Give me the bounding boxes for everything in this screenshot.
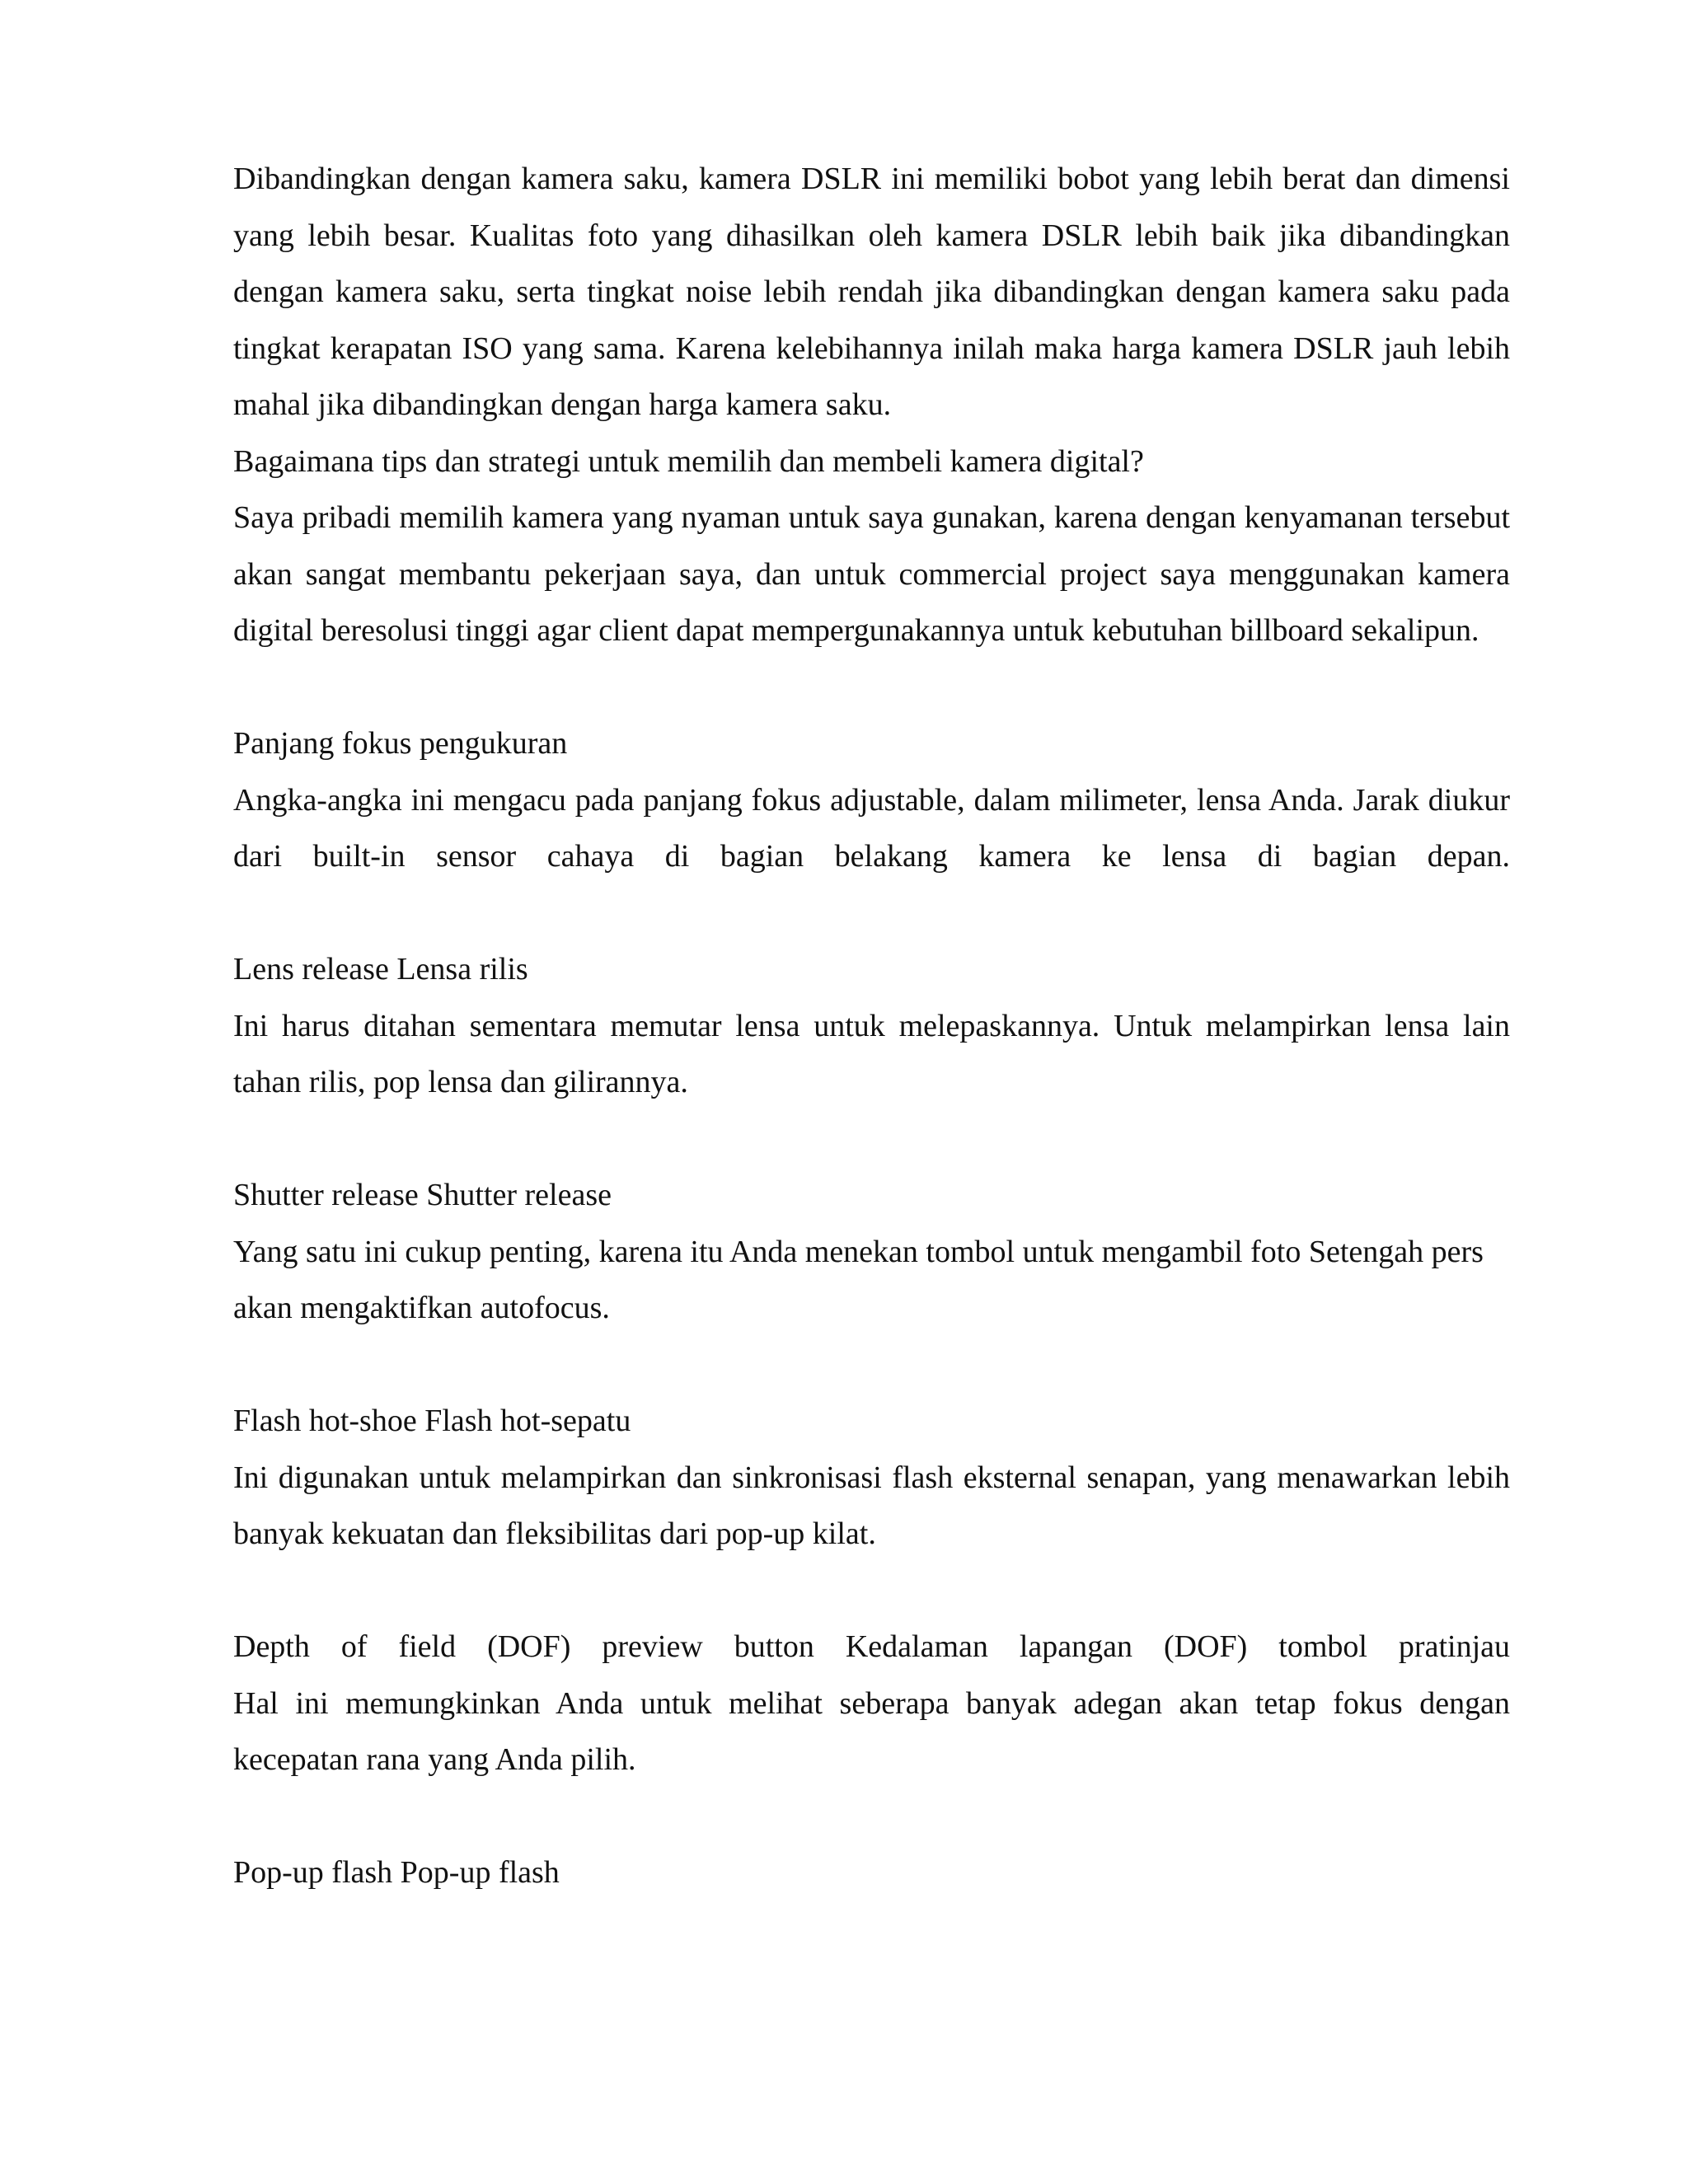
heading-dof-preview: Depth of field (DOF) preview button Kedalaman lapangan (DOF) tombol pratinjau (233, 1629, 1510, 1664)
paragraph-dof-preview: Hal ini memungkinkan Anda untuk melihat seberapa banyak adegan akan tetap fokus dengan kecepatan rana yang Anda pilih. (233, 1685, 1510, 1777)
paragraph-shutter-release: Yang satu ini cukup penting, karena itu Anda menekan tombol untuk mengambil foto Setengah pers akan mengaktifkan autofocus. (233, 1234, 1484, 1325)
paragraph-lens-release: Ini harus ditahan sementara memutar lensa untuk melepaskannya. Untuk melampirkan lensa lain tahan rilis, pop lensa dan gilirannya. (233, 1008, 1510, 1099)
paragraph-focal-length: Angka-angka ini mengacu pada panjang fokus adjustable, dalam milimeter, lensa Anda. Jarak diukur dari built-in sensor cahaya di bagian belakang kamera ke lensa di bagian depan. (233, 782, 1510, 874)
heading-focal-length: Panjang fokus pengukuran (233, 726, 568, 761)
heading-lens-release: Lens release Lensa rilis (233, 952, 528, 987)
heading-flash-hot-shoe: Flash hot-shoe Flash hot-sepatu (233, 1404, 631, 1438)
paragraph-gap (233, 659, 1510, 716)
paragraph-gap (233, 1337, 1510, 1394)
paragraph-question: Bagaimana tips dan strategi untuk memilih dan membeli kamera digital? (233, 443, 1144, 479)
paragraph-flash-hot-shoe: Ini digunakan untuk melampirkan dan sinkronisasi flash eksternal senapan, yang menawarkan lebih banyak kekuatan dan fleksibilitas dari pop-up kilat. (233, 1460, 1510, 1551)
paragraph-gap (233, 1111, 1510, 1168)
heading-popup-flash: Pop-up flash Pop-up flash (233, 1855, 560, 1890)
paragraph-personal-choice: Saya pribadi memilih kamera yang nyaman untuk saya gunakan, karena dengan kenyamanan tersebut akan sangat membantu pekerjaan saya, dan untuk commercial project saya menggunakan kamera digital beresolusi tinggi agar client dapat mempergunakannya untuk kebutuhan billboard sekalipun. (233, 500, 1510, 648)
paragraph-gap (233, 885, 1510, 942)
paragraph-gap (233, 1788, 1510, 1845)
paragraph-dslr-comparison: Dibandingkan dengan kamera saku, kamera DSLR ini memiliki bobot yang lebih berat dan dimensi yang lebih besar. Kualitas foto yang dihasilkan oleh kamera DSLR lebih baik jika dibandingkan dengan kamera saku, serta tingkat noise lebih rendah jika dibandingkan dengan kamera saku pada tingkat kerapatan ISO yang sama. Karena kelebihannya inilah maka harga kamera DSLR jauh lebih mahal jika dibandingkan dengan harga kamera saku. (233, 162, 1510, 422)
heading-shutter-release: Shutter release Shutter release (233, 1178, 612, 1212)
paragraph-gap (233, 1563, 1510, 1619)
